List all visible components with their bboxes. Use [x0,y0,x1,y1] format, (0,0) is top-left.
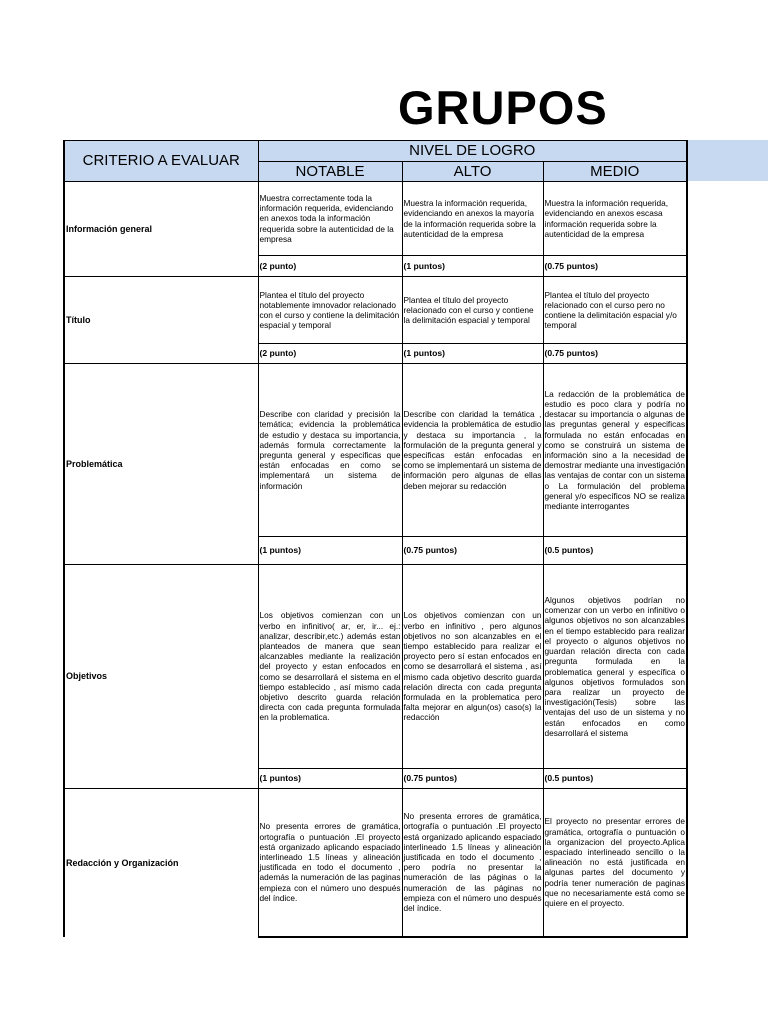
criterio-header: CRITERIO A EVALUAR [64,141,258,182]
score-notable: (2 punto) [258,256,402,277]
score-alto: (1 puntos) [402,344,543,364]
table-row [64,364,687,537]
description-notable: Plantea el título del proyecto notablemente imnovador relacionado con el curso y contiene la delimitación espacial y temporal [258,277,402,344]
score-notable: (1 puntos) [258,537,402,565]
table-row [64,789,687,937]
level-header-notable: NOTABLE [258,162,402,182]
criterion-cell: Redacción y Organización [64,789,258,937]
score-alto: (1 puntos) [402,256,543,277]
description-medio: Algunos objetivos podrían no comenzar con un verbo en infinitivo o algunos objetivos no son alcanzables en el tiempo establecido para realizar el proyecto o algunos objetivos no guardan relación directa con cada pregunta formulada en la problematica general y específica o algunos objetivos formulados son para realizar un proyecto de investigación(Tesis) sobre las ventajas del uso de un sistema y no están enfocados en como desarrollará el sistema [543,565,687,769]
nivel-header: NIVEL DE LOGRO [258,141,687,162]
score-medio: (0.75 puntos) [543,344,687,364]
level-header-alto: ALTO [402,162,543,182]
table-row [64,277,687,344]
score-medio: (0.75 puntos) [543,256,687,277]
description-medio: Plantea el título del proyecto relacionado con el curso pero no contiene la delimitación espacial y/o temporal [543,277,687,344]
description-notable: Los objetivos comienzan con un verbo en infinitivo( ar, er, ir... ej.: analizar, describir,etc.) además estan planteados de manera que sean alcanzables mediante la realización del proyecto y estan enfocados en como se desarrollará el sistema en el tiempo establecido , así mismo cada objetivo descrito guarda relación directa con cada pregunta formulada en la problematica. [258,565,402,769]
table-row [64,565,687,769]
description-alto: Muestra la información requerida, evidenciando en anexos la mayoría de la información requerida sobre la autenticidad de la empresa [402,182,543,256]
description-alto: Plantea el título del proyecto relacionado con el curso y contiene la delimitación espacial y temporal [402,277,543,344]
score-medio: (0.5 puntos) [543,769,687,789]
header-band-extension [686,140,768,181]
criterion-cell: Problemática [64,364,258,565]
table-row [64,182,687,256]
score-alto: (0.75 puntos) [402,537,543,565]
criterion-cell: Información general [64,182,258,277]
description-alto: No presenta errores de gramática, ortografía o puntuación .El proyecto está organizado aplicando espaciado interlineado 1.5 líneas y alineación justificada en todo el documento , pero podría no presentar la numeración de las páginas o la numeración de las páginas no empieza con el número uno después del índice. [402,789,543,937]
description-alto: Describe con claridad la temática , evidencia la problemática de estudio y destaca su importancia , la formulación de la pregunta general y especificas están enfocadas en como se implementará un sistema de información pero algunas de ellas deben mejorar su redacción [402,364,543,537]
rubric-table [63,140,688,938]
description-notable: Muestra correctamente toda la información requerida, evidenciando en anexos toda la información requerida sobre la autenticidad de la empresa [258,182,402,256]
score-alto: (0.75 puntos) [402,769,543,789]
description-notable: No presenta errores de gramática, ortografía o puntuación .El proyecto está organizado aplicando espaciado interlineado 1.5 líneas y alineación justificada en todo el documento , además la numeración de las paginas empieza con el número uno después del índice. [258,789,402,937]
score-notable: (2 punto) [258,344,402,364]
description-medio: El proyecto no presentar errores de gramática, ortografía o puntuación o la organizacion del proyecto.Aplica espaciado interlineado sencillo o la alineación no está justificada en algunas partes del documento y podría tener numeración de paginas que no necesariamente está como se quiere en el proyecto. [543,789,687,937]
description-notable: Describe con claridad y precisión la temática; evidencia la problemática de estudio y destaca su importancia, además formula correctamente la pregunta general y especificas que están enfocadas en como se implementará un sistema de información [258,364,402,537]
criterion-cell: Objetivos [64,565,258,789]
score-notable: (1 puntos) [258,769,402,789]
level-header-medio: MEDIO [543,162,687,182]
criterion-cell: Título [64,277,258,364]
page-title: GRUPOS [398,81,608,134]
score-medio: (0.5 puntos) [543,537,687,565]
description-medio: Muestra la información requerida, evidenciando en anexos escasa información requerida sobre la autenticidad de la empresa [543,182,687,256]
description-medio: La redacción de la problemática de estudio es poco clara y podría no destacar su importancia o algunas de las preguntas general y especificas formulada no están enfocadas en como se construirá un sistema de información sino a la necesidad de demostrar mediante una investigación las ventajas de contar con un sistema o La formulación del problema general y/o específicos NO se realiza mediante interrogantes [543,364,687,537]
description-alto: Los objetivos comienzan con un verbo en infinitivo , pero algunos objetivos no son alcanzables en el tiempo establecido para realizar el proyecto pero sí estan enfocados en como se desarrollará el sistema , así mismo cada objetivo descrito guarda relación directa con cada pregunta formulada en la problematica pero falta mejorar en algun(os) caso(s) la redacción [402,565,543,769]
